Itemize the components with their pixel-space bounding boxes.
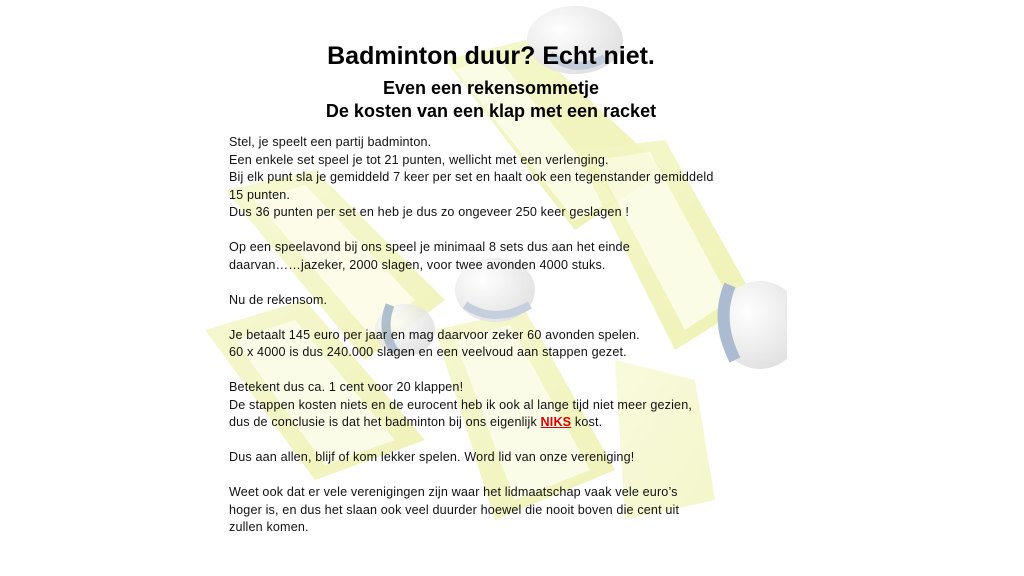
body-line: Weet ook dat er vele verenigingen zijn waar het lidmaatschap vaak vele euro’s bbox=[229, 485, 678, 499]
spacer bbox=[229, 222, 774, 240]
conclusion-end: kost. bbox=[571, 415, 603, 429]
emphasis-niks: NIKS bbox=[540, 415, 572, 429]
body-line: Je betaalt 145 euro per jaar en mag daarvoor zeker 60 avonden spelen. bbox=[229, 327, 640, 342]
spacer bbox=[229, 309, 774, 327]
spacer bbox=[229, 274, 774, 292]
body-line-conclusion bbox=[229, 414, 774, 432]
slide bbox=[195, 0, 787, 576]
spacer bbox=[229, 467, 774, 485]
spacer bbox=[229, 432, 774, 450]
body-line: Dus aan allen, blijf of kom lekker spelen. Word lid van onze vereniging! bbox=[229, 450, 635, 464]
body-line: zullen komen. bbox=[229, 520, 309, 534]
subtitle-calculation: Even een rekensommetje bbox=[382, 78, 600, 98]
body-line: hoger is, en dus het slaan ook veel duurder hoewel die nooit boven die cent uit bbox=[229, 502, 680, 517]
body-line: 60 x 4000 is dus 240.000 slagen en een veelvoud aan stappen gezet. bbox=[229, 345, 627, 359]
body-line: daarvan……jazeker, 2000 slagen, voor twee avonden 4000 stuks. bbox=[229, 257, 606, 272]
body-line: Stel, je speelt een partij badminton. bbox=[229, 135, 432, 149]
body-line: Op een speelavond bij ons speel je minimaal 8 sets dus aan het einde bbox=[229, 240, 630, 254]
conclusion-text: dus de conclusie is dat het badminton bij ons eigenlijk bbox=[229, 415, 541, 429]
page-title: Badminton duur? Echt niet. bbox=[327, 42, 655, 70]
slide-content bbox=[195, 0, 787, 576]
body-line: Nu de rekensom. bbox=[229, 292, 328, 307]
body-text bbox=[229, 134, 774, 537]
spacer bbox=[229, 362, 774, 380]
subtitle-cost: De kosten van een klap met een racket bbox=[325, 101, 657, 121]
body-line: Dus 36 punten per set en heb je dus zo ongeveer 250 keer geslagen ! bbox=[229, 205, 630, 219]
body-line: Betekent dus ca. 1 cent voor 20 klappen! bbox=[229, 380, 464, 394]
body-line: Bij elk punt sla je gemiddeld 7 keer per set en haalt ook een tegenstander gemiddeld bbox=[229, 170, 714, 184]
body-line: Een enkele set speel je tot 21 punten, wellicht met een verlenging. bbox=[229, 152, 609, 167]
body-line: 15 punten. bbox=[229, 187, 291, 202]
body-line: De stappen kosten niets en de eurocent heb ik ook al lange tijd niet meer gezien, bbox=[229, 397, 693, 412]
